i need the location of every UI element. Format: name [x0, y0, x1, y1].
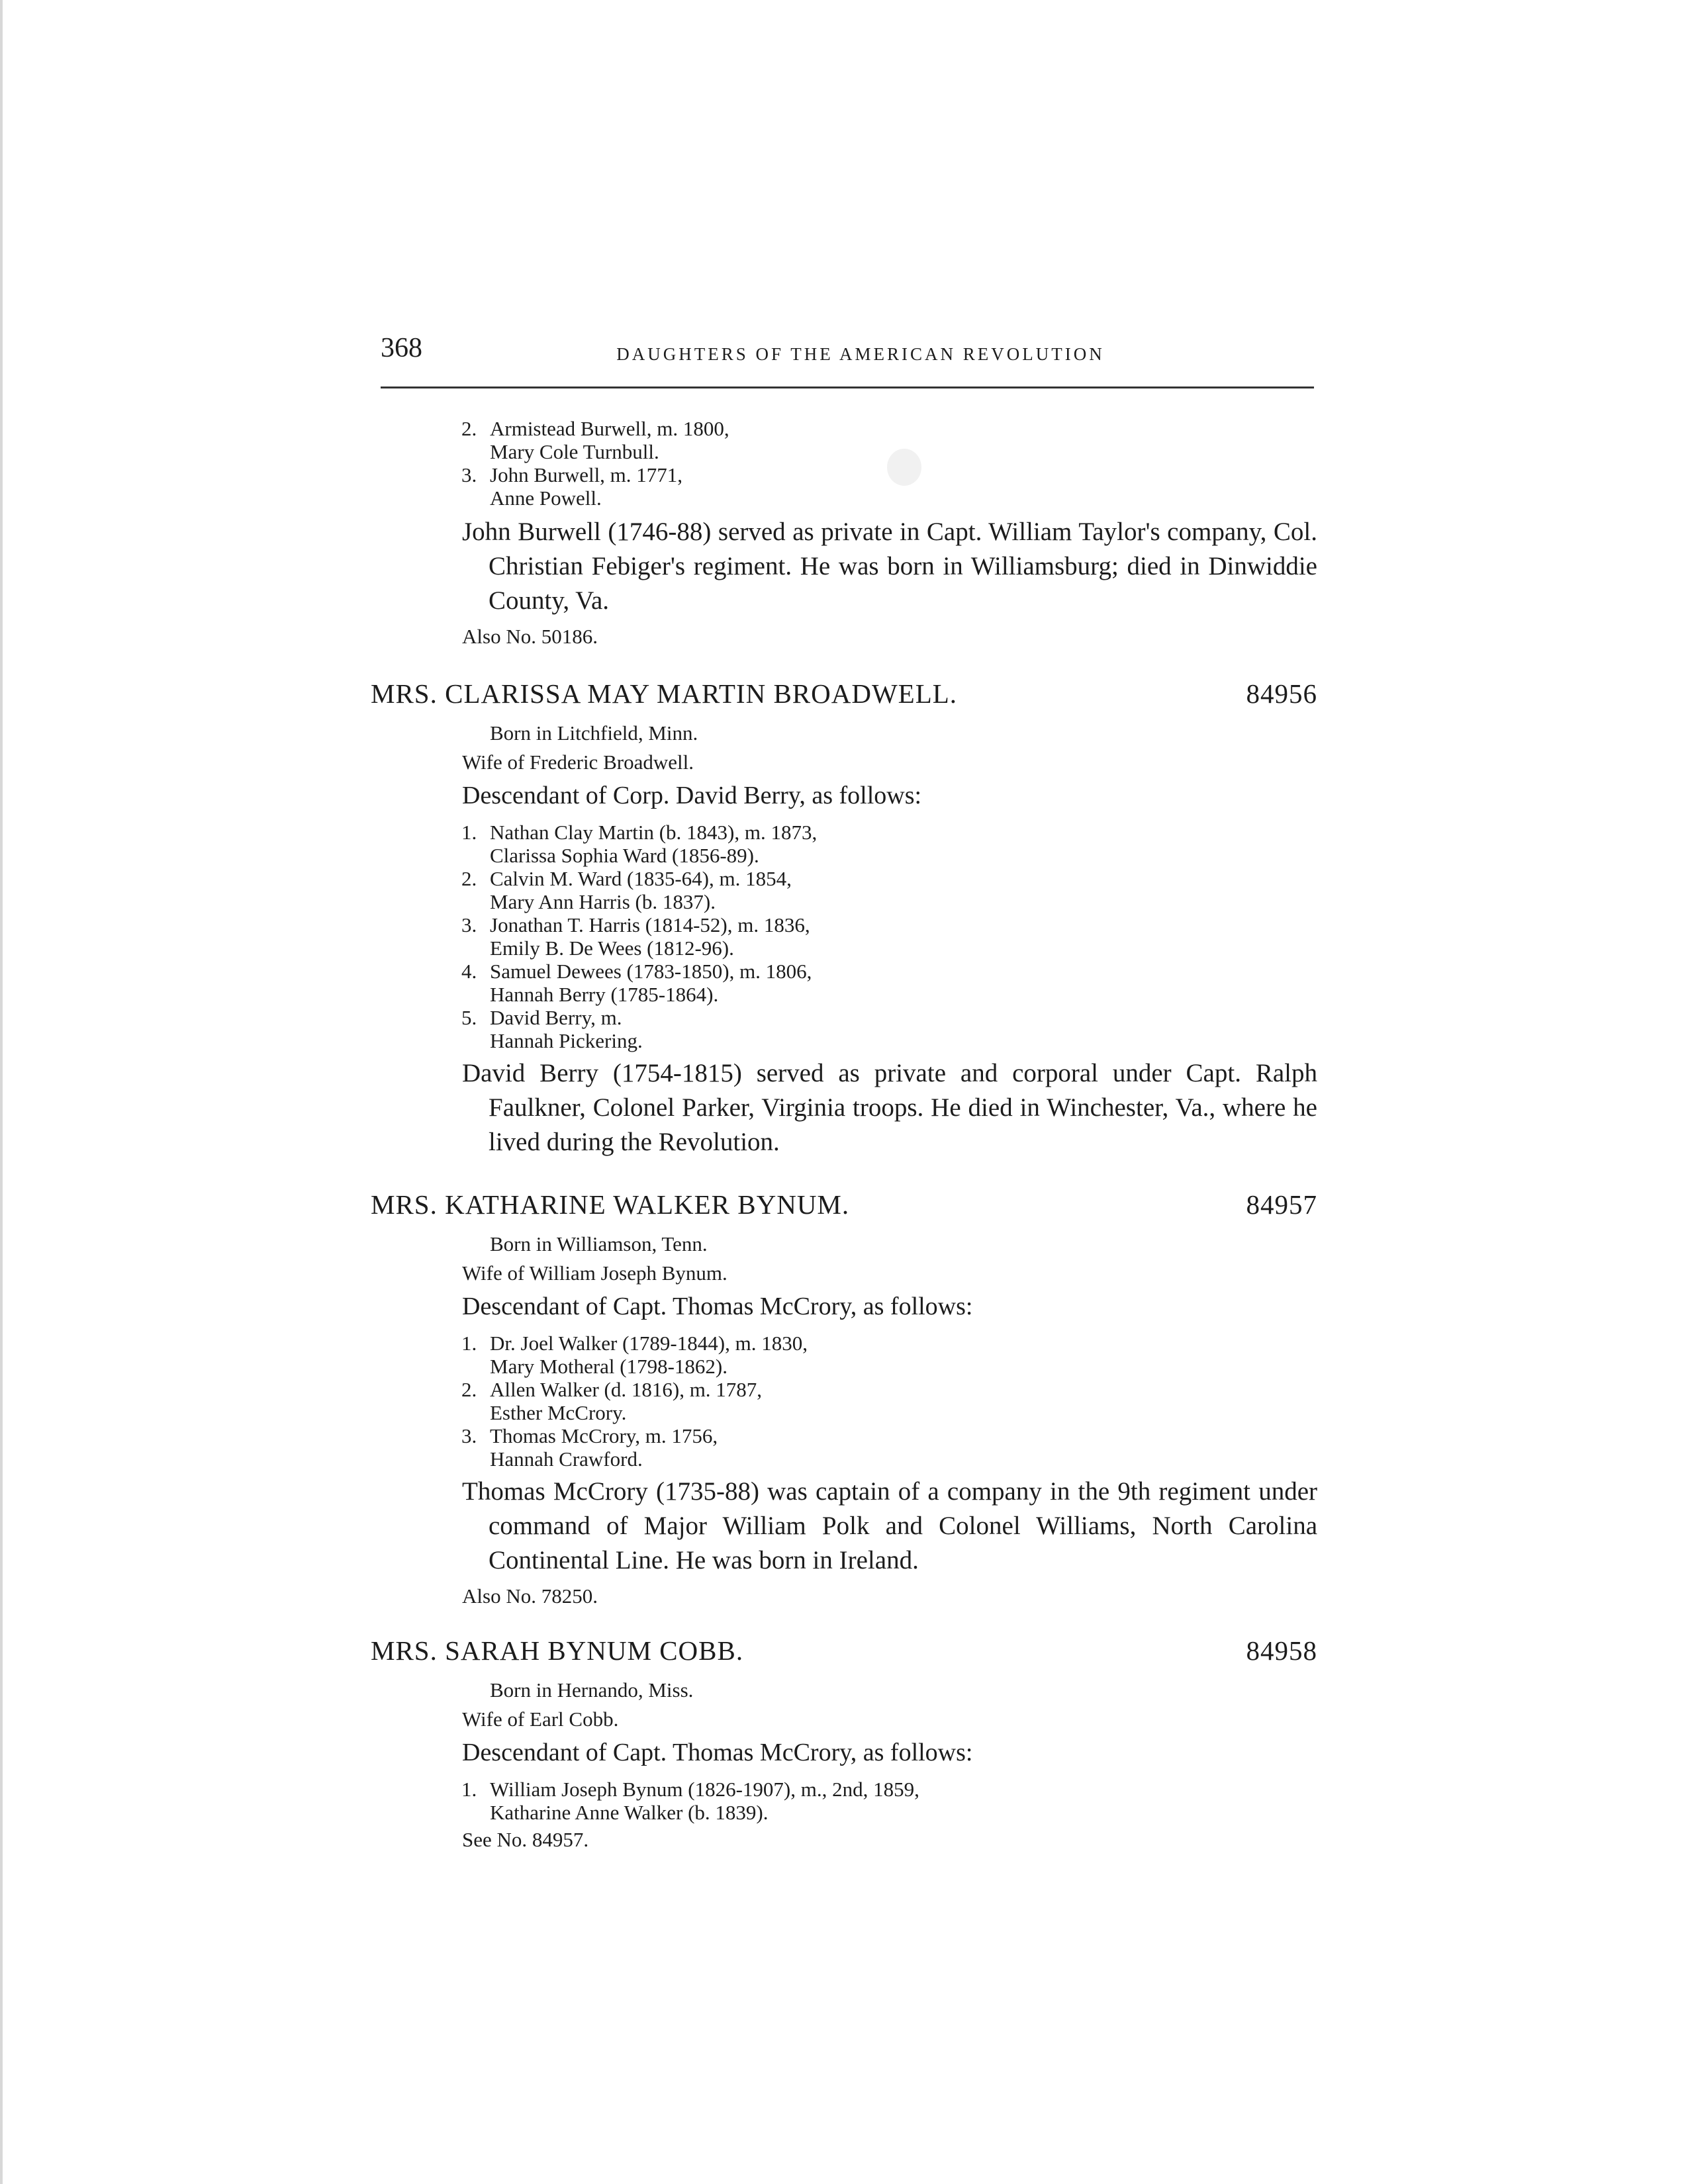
lineage-text: Calvin M. Ward (1835-64), m. 1854, [490, 867, 792, 890]
entry-heading [371, 678, 1317, 709]
also-number: Also No. 50186. [462, 625, 598, 648]
lineage-text: Jonathan T. Harris (1814-52), m. 1836, [490, 913, 810, 936]
lineage-text: John Burwell, m. 1771, [490, 463, 683, 486]
also-number: Also No. 78250. [462, 1584, 598, 1608]
lineage-number: 2. [461, 417, 477, 440]
lineage-text: Thomas McCrory, m. 1756, [490, 1424, 718, 1447]
member-entry [371, 1189, 1317, 1608]
lineage-spouse: Emily B. De Wees (1812-96). [490, 936, 734, 960]
lineage-number: 1. [461, 1332, 477, 1355]
lineage-number: 3. [461, 1424, 477, 1447]
spouse-line: Wife of Frederic Broadwell. [462, 751, 694, 774]
spouse-line: Wife of William Joseph Bynum. [462, 1261, 727, 1285]
lineage-number: 3. [461, 913, 477, 936]
lineage-text: Allen Walker (d. 1816), m. 1787, [490, 1378, 763, 1401]
lineage-item [371, 1006, 1317, 1052]
page-header [381, 331, 1314, 388]
member-name: MRS. CLARISSA MAY MARTIN BROADWELL. [371, 678, 958, 709]
lineage-spouse: Anne Powell. [490, 486, 602, 510]
lineage-item [371, 1778, 1317, 1824]
lineage-number: 3. [461, 463, 477, 486]
lineage-number: 2. [461, 867, 477, 890]
lineage-number: 1. [461, 1778, 477, 1801]
service-text: David Berry (1754-1815) served as private and corporal under Capt. Ralph Faulkner, Colonel Parker, Virginia troops. He died in Winchester, Va., where he lived during the Revolution. [462, 1059, 1317, 1156]
lineage-text: Nathan Clay Martin (b. 1843), m. 1873, [490, 821, 818, 844]
lineage-number: 1. [461, 821, 477, 844]
page-body [371, 417, 1317, 1852]
lineage-number: 5. [461, 1006, 477, 1029]
birthplace: Born in Williamson, Tenn. [490, 1232, 708, 1255]
running-head: DAUGHTERS OF THE AMERICAN REVOLUTION [616, 344, 1105, 364]
member-number: 84957 [1246, 1189, 1317, 1220]
lineage-list [371, 1778, 1317, 1824]
lineage-text: William Joseph Bynum (1826-1907), m., 2nd, 1859, [490, 1778, 919, 1801]
lineage-text: Samuel Dewees (1783-1850), m. 1806, [490, 960, 812, 983]
page-number: 368 [381, 333, 422, 363]
birthplace: Born in Litchfield, Minn. [490, 721, 698, 745]
lineage-spouse: Mary Cole Turnbull. [490, 440, 659, 463]
service-paragraph [371, 1056, 1317, 1160]
service-text: Thomas McCrory (1735-88) was captain of a company in the 9th regiment under command of Major William Polk and Colonel Williams, North Carolina Continental Line. He was born in Ireland. [462, 1477, 1317, 1574]
lineage-item [371, 867, 1317, 913]
member-name: MRS. SARAH BYNUM COBB. [371, 1635, 744, 1666]
spouse-line: Wife of Earl Cobb. [462, 1707, 619, 1731]
lineage-list [371, 1332, 1317, 1471]
member-number: 84958 [1246, 1635, 1317, 1666]
service-paragraph [371, 1475, 1317, 1578]
lineage-item [371, 417, 1317, 463]
lineage-item [371, 463, 1317, 510]
descendant-line: Descendant of Corp. David Berry, as follows: [462, 782, 922, 809]
lineage-spouse: Mary Motheral (1798-1862). [490, 1355, 727, 1378]
lineage-spouse: Hannah Crawford. [490, 1447, 643, 1471]
lineage-spouse: Esther McCrory. [490, 1401, 627, 1424]
lineage-item [371, 821, 1317, 867]
lineage-spouse: Katharine Anne Walker (b. 1839). [490, 1801, 769, 1824]
lineage-spouse: Hannah Pickering. [490, 1029, 643, 1052]
lineage-text: David Berry, m. [490, 1006, 622, 1029]
service-text: John Burwell (1746-88) served as private in Capt. William Taylor's company, Col. Christian Febiger's regiment. He was born in Williamsburg; died in Dinwiddie County, Va. [462, 518, 1317, 615]
descendant-line: Descendant of Capt. Thomas McCrory, as follows: [462, 1293, 973, 1320]
lineage-item [371, 960, 1317, 1006]
lineage-item [371, 913, 1317, 960]
lineage-list [371, 821, 1317, 1052]
member-entry [371, 1635, 1317, 1852]
continuation-lineage [371, 417, 1317, 510]
lineage-text: Dr. Joel Walker (1789-1844), m. 1830, [490, 1332, 808, 1355]
lineage-text: Armistead Burwell, m. 1800, [490, 417, 729, 440]
entry-heading [371, 1635, 1317, 1666]
lineage-spouse: Clarissa Sophia Ward (1856-89). [490, 844, 759, 867]
lineage-item [371, 1424, 1317, 1471]
descendant-line: Descendant of Capt. Thomas McCrory, as follows: [462, 1739, 973, 1766]
member-name: MRS. KATHARINE WALKER BYNUM. [371, 1189, 850, 1220]
lineage-spouse: Mary Ann Harris (b. 1837). [490, 890, 716, 913]
entry-heading [371, 1189, 1317, 1220]
member-number: 84956 [1246, 678, 1317, 709]
member-entry [371, 678, 1317, 1160]
see-reference: See No. 84957. [462, 1828, 589, 1851]
birthplace: Born in Hernando, Miss. [490, 1678, 694, 1702]
lineage-number: 2. [461, 1378, 477, 1401]
lineage-number: 4. [461, 960, 477, 983]
lineage-spouse: Hannah Berry (1785-1864). [490, 983, 719, 1006]
service-paragraph [371, 515, 1317, 618]
lineage-item [371, 1378, 1317, 1424]
lineage-item [371, 1332, 1317, 1378]
